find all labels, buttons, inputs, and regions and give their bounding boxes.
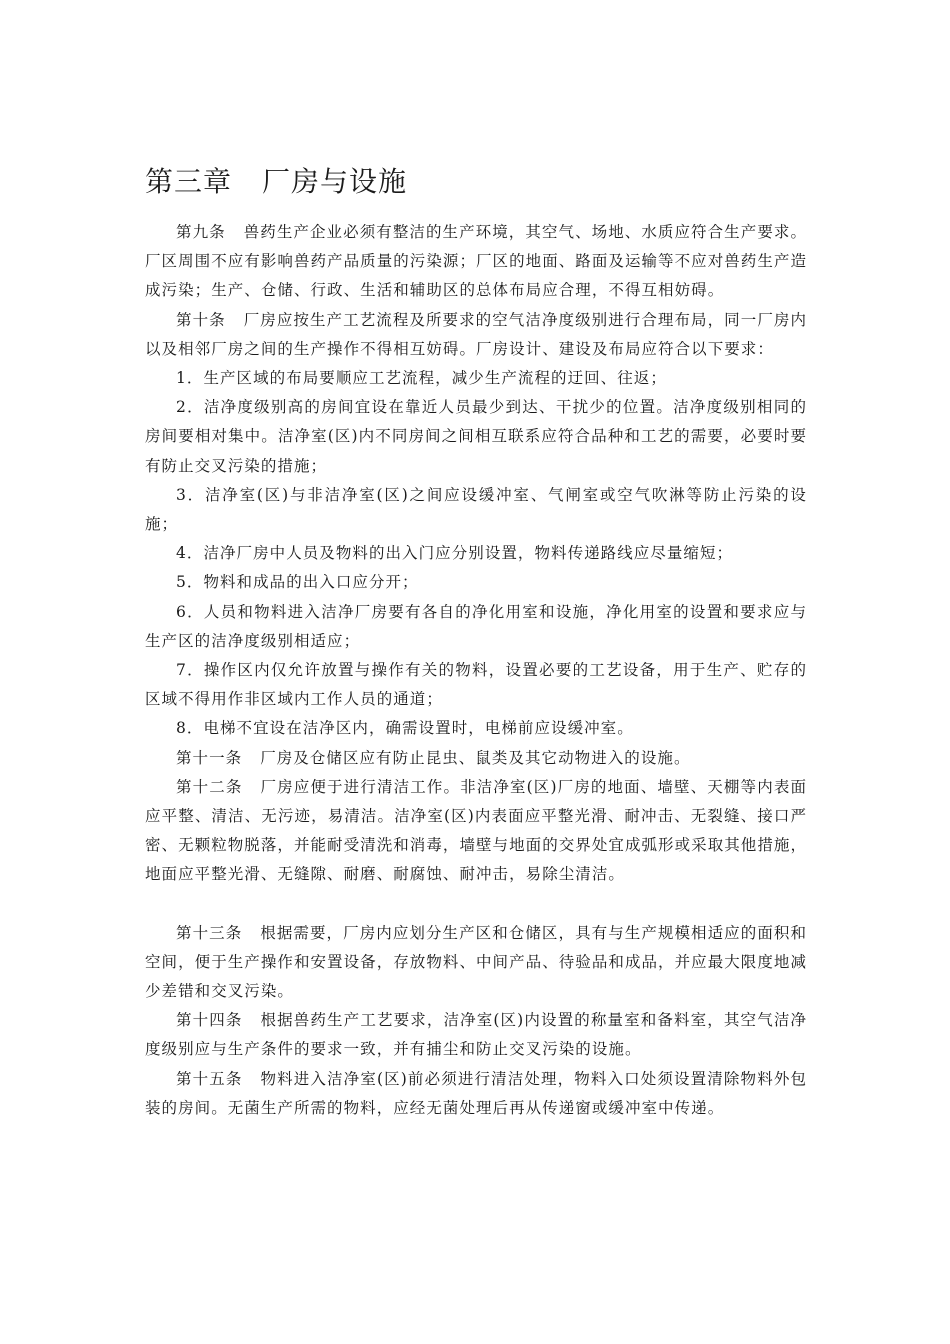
article-9 bbox=[145, 218, 807, 306]
chapter-number: 第三章 bbox=[145, 165, 233, 198]
list-item-7 bbox=[145, 656, 807, 714]
chapter-body bbox=[145, 218, 807, 1123]
list-item-1 bbox=[145, 364, 807, 393]
article-label: 第十三条 bbox=[176, 923, 243, 942]
article-label: 第十二条 bbox=[176, 777, 243, 796]
article-label: 第九条 bbox=[176, 223, 226, 241]
article-15 bbox=[145, 1065, 807, 1123]
article-text: 根据兽药生产工艺要求，洁净室(区)内设置的称量室和备料室，其空气洁净度级别应与生产条件的要求一致，并有捕尘和防止交叉污染的设施。 bbox=[145, 1011, 808, 1059]
list-item-3 bbox=[145, 481, 807, 539]
list-item-2 bbox=[145, 393, 807, 481]
list-item-text: 5．物料和成品的出入口应分开； bbox=[176, 573, 419, 592]
article-13 bbox=[145, 919, 807, 1007]
article-10 bbox=[145, 306, 807, 364]
article-text: 兽药生产企业必须有整洁的生产环境，其空气、场地、水质应符合生产要求。厂区周围不应有影响兽药产品质量的污染源；厂区的地面、路面及运输等不应对兽药生产造成污染；生产、仓储、行政、生活和辅助区的总体布局应合理，不得互相妨碍。 bbox=[145, 223, 808, 300]
article-label: 第十条 bbox=[176, 310, 226, 329]
article-text: 物料进入洁净室(区)前必须进行清洁处理，物料入口处须设置清除物料外包装的房间。无菌生产所需的物料，应经无菌处理后再从传递窗或缓冲室中传递。 bbox=[145, 1069, 808, 1117]
article-text: 厂房应按生产工艺流程及所要求的空气洁净度级别进行合理布局，同一厂房内以及相邻厂房之间的生产操作不得相互妨碍。厂房设计、建设及布局应符合以下要求： bbox=[145, 310, 808, 358]
article-label: 第十一条 bbox=[176, 748, 243, 767]
article-14 bbox=[145, 1006, 807, 1064]
list-item-text: 1．生产区域的布局要顺应工艺流程，减少生产流程的迂回、往返； bbox=[176, 369, 667, 388]
article-text: 根据需要，厂房内应划分生产区和仓储区，具有与生产规模相适应的面积和空间，便于生产操作和安置设备，存放物料、中间产品、待验品和成品，并应最大限度地减少差错和交叉污染。 bbox=[145, 923, 808, 1001]
list-item-5 bbox=[145, 568, 807, 597]
article-text: 厂房应便于进行清洁工作。非洁净室(区)厂房的地面、墙壁、天棚等内表面应平整、清洁、无污迹，易清洁。洁净室(区)内表面应平整光滑、耐冲击、无裂缝、接口严密、无颗粒物脱落，并能耐受清洗和消毒，墙壁与地面的交界处宜成弧形或采取其他措施，地面应平整光滑、无缝隙、耐磨、耐腐蚀、耐冲击，易除尘清洁。 bbox=[145, 777, 808, 884]
chapter-heading bbox=[145, 160, 407, 200]
list-item-text: 6．人员和物料进入洁净厂房要有各自的净化用室和设施，净化用室的设置和要求应与生产区的洁净度级别相适应； bbox=[145, 602, 807, 650]
article-text: 厂房及仓储区应有防止昆虫、鼠类及其它动物进入的设施。 bbox=[260, 748, 691, 767]
list-item-8 bbox=[145, 714, 807, 743]
chapter-title: 厂房与设施 bbox=[262, 165, 408, 198]
list-item-text: 3．洁净室(区)与非洁净室(区)之间应设缓冲室、气闸室或空气吹淋等防止污染的设施； bbox=[145, 485, 807, 534]
article-12 bbox=[145, 773, 807, 890]
list-item-4 bbox=[145, 539, 807, 568]
list-item-text: 2．洁净度级别高的房间宜设在靠近人员最少到达、干扰少的位置。洁净度级别相同的房间要相对集中。洁净室(区)内不同房间之间相互联系应符合品种和工艺的需要，必要时要有防止交叉污染的措施； bbox=[145, 398, 807, 475]
article-11 bbox=[145, 744, 807, 773]
list-item-text: 8．电梯不宜设在洁净区内，确需设置时，电梯前应设缓冲室。 bbox=[176, 719, 634, 738]
article-label: 第十五条 bbox=[176, 1069, 243, 1088]
list-item-text: 7．操作区内仅允许放置与操作有关的物料，设置必要的工艺设备，用于生产、贮存的区域不得用作非区域内工作人员的通道； bbox=[145, 661, 807, 709]
list-item-6 bbox=[145, 598, 807, 656]
article-label: 第十四条 bbox=[176, 1011, 243, 1030]
paragraph-gap bbox=[145, 890, 807, 919]
list-item-text: 4．洁净厂房中人员及物料的出入门应分别设置，物料传递路线应尽量缩短； bbox=[176, 544, 734, 563]
